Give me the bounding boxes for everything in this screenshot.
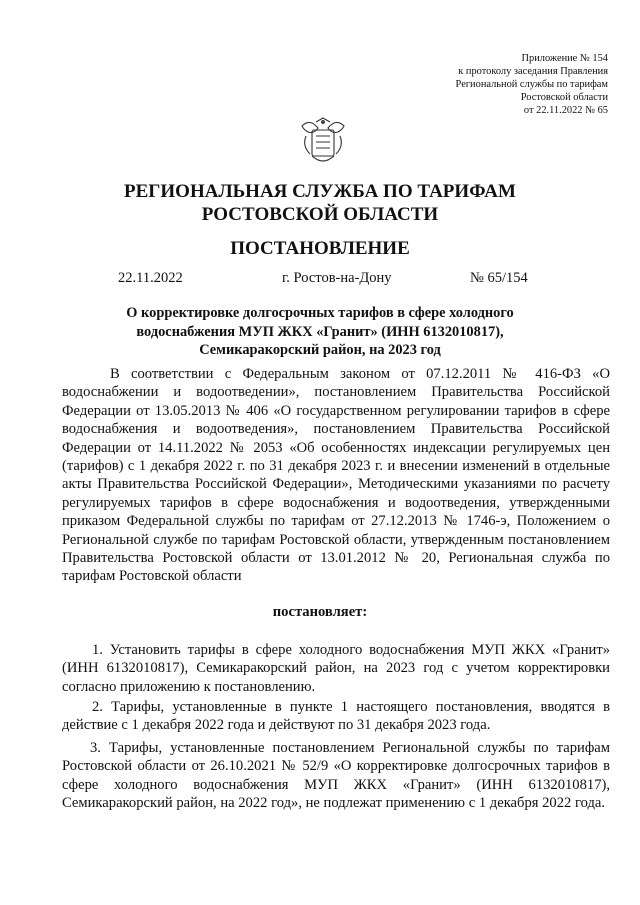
annex-note (456, 52, 608, 117)
clause-1: 1. Установить тарифы в сфере холодного водоснабжения МУП ЖКХ «Гранит» (ИНН 6132010817), Семикаракорский район, на 2023 год с учетом корректировки согласно приложению к постановлению. (62, 642, 610, 695)
document-date: 22.11.2022 (118, 270, 183, 286)
agency-line: РОСТОВСКОЙ ОБЛАСТИ (201, 204, 439, 225)
document-type: ПОСТАНОВЛЕНИЕ (230, 238, 410, 259)
document-city: г. Ростов-на-Дону (282, 270, 392, 286)
agency-name (0, 180, 640, 226)
annex-line: Региональной службы по тарифам (455, 79, 608, 90)
agency-line: РЕГИОНАЛЬНАЯ СЛУЖБА ПО ТАРИФАМ (124, 181, 516, 202)
clause-2: 2. Тарифы, установленные в пункте 1 настоящего постановления, вводятся в действие с 1 декабря 2022 года и действуют по 31 декабря 2023 года. (62, 699, 610, 734)
subject-line: Семикаракорский район, на 2023 год (199, 342, 441, 358)
resolves-heading: постановляет: (272, 604, 368, 620)
document-subject (40, 304, 600, 360)
annex-line: к протоколу заседания Правления (458, 66, 608, 77)
subject-line: водоснабжения МУП ЖКХ «Гранит» (ИНН 6132010817), (136, 323, 504, 340)
annex-line: от 22.11.2022 № 65 (523, 105, 608, 116)
subject-line: О корректировке долгосрочных тарифов в сфере холодного (126, 305, 514, 321)
annex-line: Ростовской области (520, 92, 608, 103)
clause-3: 3. Тарифы, установленные постановлением Региональной службы по тарифам Ростовской области от 26.10.2021 № 52/9 «О корректировке долгосрочных тарифов в сфере холодного водоснабжения МУП ЖКХ «Гранит» (ИНН 6132010817), Семикаракорский район, на 2022 год», не подлежат применению с 1 декабря 2022 года. (62, 740, 610, 812)
annex-line: Приложение № 154 (521, 53, 608, 64)
intro-paragraph: В соответствии с Федеральным законом от 07.12.2011 № 416-ФЗ «О водоснабжении и водоотведении», постановлением Правительства Российской Федерации от 13.05.2013 № 406 «О государственном регулировании тарифов в сфере водоснабжения и водоотведения», постановлением Правительства Российской Федерации от 14.11.2022 № 2053 «Об особенностях индексации регулируемых цен (тарифов) с 1 декабря 2022 г. по 31 декабря 2023 г. и внесении изменений в отдельные акты Правительства Российской Федерации», Методическими указаниями по расчету регулируемых тарифов в сфере водоснабжения и водоотведения, утвержденными приказом Федеральной службы по тарифам от 27.12.2013 № 1746-э, Положением о Региональной службе по тарифам Ростовской области, утвержденным постановлением Правительства Ростовской области от 13.01.2012 № 20, Региональная служба по тарифам Ростовской области (62, 366, 610, 585)
document-meta (0, 270, 640, 290)
document-number: № 65/154 (470, 270, 528, 286)
coat-of-arms-icon (296, 116, 350, 166)
